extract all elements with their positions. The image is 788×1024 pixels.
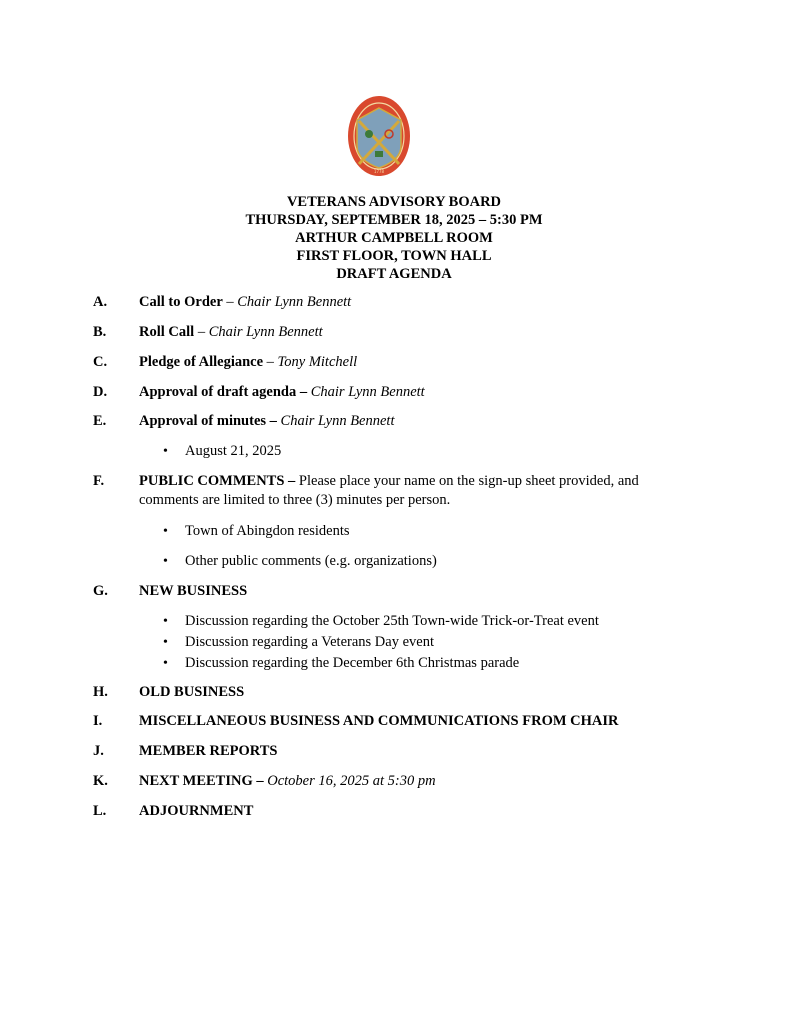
item-title: MISCELLANEOUS BUSINESS AND COMMUNICATIONS FROM CHAIR: [139, 713, 619, 729]
item-letter: K.: [93, 773, 108, 789]
item-letter: L.: [93, 803, 107, 819]
item-title: Approval of draft agenda –: [139, 384, 308, 400]
bullet-icon: •: [163, 656, 168, 671]
item-presenter: Chair Lynn Bennett: [208, 324, 323, 340]
item-title: Call to Order: [139, 294, 223, 310]
list-item: [163, 654, 519, 673]
list-item-text: Discussion regarding the October 25th Town-wide Trick-or-Treat event: [185, 613, 599, 629]
item-letter: H.: [93, 684, 108, 700]
list-item-text: Other public comments (e.g. organizations): [185, 553, 437, 569]
item-title: NEXT MEETING –: [139, 773, 264, 789]
item-title: Pledge of Allegiance: [139, 354, 264, 370]
meeting-location: FIRST FLOOR, TOWN HALL: [296, 248, 492, 264]
item-letter: F.: [93, 473, 105, 489]
meeting-datetime: THURSDAY, SEPTEMBER 18, 2025 – 5:30 PM: [245, 212, 543, 228]
item-letter: J.: [93, 743, 104, 759]
item-presenter: Chair Lynn Bennett: [310, 384, 425, 400]
item-letter: D.: [93, 384, 108, 400]
item-text: Please place your name on the sign-up sheet provided, and comments are limited to three (3) minutes per person.: [139, 473, 639, 508]
item-presenter: Chair Lynn Bennett: [280, 413, 395, 429]
item-separator: –: [222, 294, 238, 310]
item-presenter: Chair Lynn Bennett: [237, 294, 352, 310]
item-title: Approval of minutes –: [139, 413, 277, 429]
item-detail: October 16, 2025 at 5:30 pm: [267, 773, 436, 789]
list-item-text: August 21, 2025: [185, 443, 282, 459]
list-item-text: Town of Abingdon residents: [185, 523, 350, 539]
item-letter: C.: [93, 354, 108, 370]
list-item: [163, 522, 350, 541]
item-letter: G.: [93, 583, 108, 599]
item-separator: –: [194, 324, 209, 340]
bullet-icon: •: [163, 554, 168, 569]
bullet-icon: •: [163, 444, 168, 459]
item-title: NEW BUSINESS: [139, 583, 248, 599]
item-title: ADJOURNMENT: [139, 803, 254, 819]
svg-text:1778: 1778: [373, 169, 385, 174]
bullet-icon: •: [163, 614, 168, 629]
item-separator: –: [263, 354, 278, 370]
item-title: OLD BUSINESS: [139, 684, 245, 700]
town-seal-icon: [347, 94, 411, 178]
board-name: VETERANS ADVISORY BOARD: [286, 194, 502, 210]
bullet-icon: •: [163, 524, 168, 539]
list-item: [163, 633, 434, 652]
meeting-room: ARTHUR CAMPBELL ROOM: [295, 230, 493, 246]
item-title: PUBLIC COMMENTS –: [139, 473, 296, 489]
item-letter: A.: [93, 294, 108, 310]
list-item: [163, 552, 437, 571]
item-letter: B.: [93, 324, 107, 340]
item-title: MEMBER REPORTS: [139, 743, 278, 759]
bullet-icon: •: [163, 635, 168, 650]
list-item-text: Discussion regarding a Veterans Day event: [185, 634, 434, 650]
list-item: [163, 612, 599, 631]
item-presenter: Tony Mitchell: [277, 354, 358, 370]
item-title: Roll Call: [139, 324, 195, 340]
list-item-text: Discussion regarding the December 6th Christmas parade: [185, 655, 520, 671]
item-letter: I.: [93, 713, 103, 729]
agenda-header: [0, 193, 788, 283]
item-letter: E.: [93, 413, 107, 429]
document-type: DRAFT AGENDA: [336, 266, 452, 282]
list-item: [163, 442, 281, 461]
